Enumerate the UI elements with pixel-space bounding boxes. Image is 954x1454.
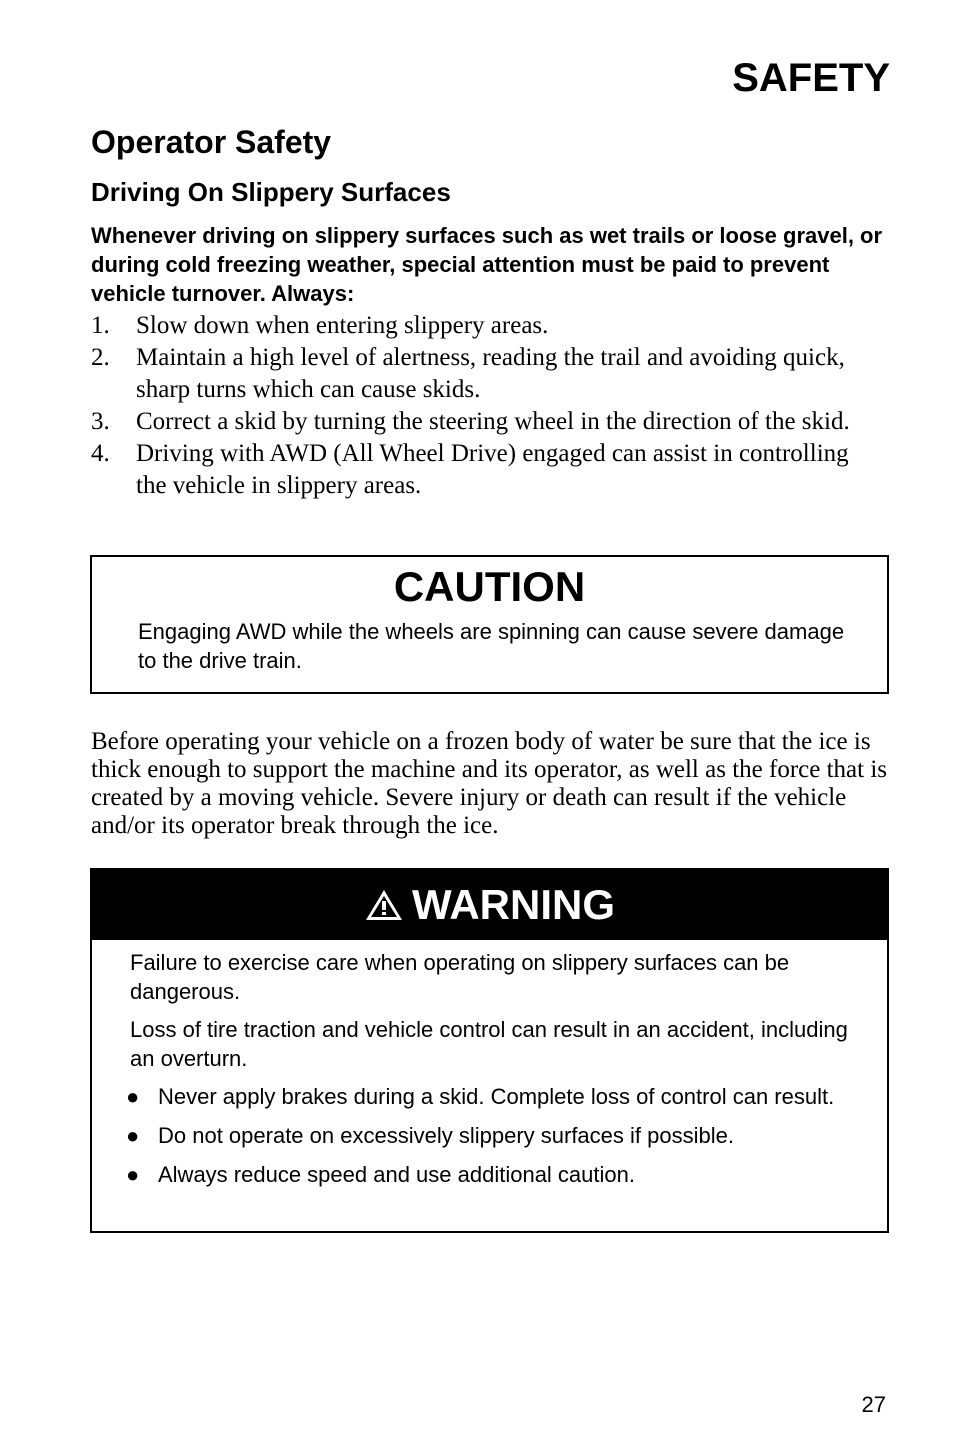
step-text: Correct a skid by turning the steering wheel in the direction of the skid. [136, 408, 850, 435]
bullet-text: Never apply brakes during a skid. Complete loss of control can result. [158, 1084, 835, 1109]
caution-title: CAUTION [393, 563, 586, 610]
ice-paragraph: Before operating your vehicle on a frozen body of water be sure that the ice is thick enough to support the machine and its operator, as well as the force that is created by a moving vehicle. Severe injury or death can result if the vehicle and/or its operator break through the ice. [91, 728, 887, 839]
step-text: Slow down when entering slippery areas. [136, 312, 549, 339]
step-number: 1. [91, 312, 110, 339]
bullet-text: Do not operate on excessively slippery surfaces if possible. [158, 1123, 734, 1148]
chapter-header: SAFETY [732, 56, 890, 100]
step-number: 4. [91, 440, 110, 467]
list-item [91, 406, 881, 438]
warning-header [92, 870, 887, 940]
steps-list [91, 310, 881, 502]
warning-title: WARNING [412, 881, 615, 928]
caution-box [90, 555, 889, 694]
warning-triangle-icon [364, 888, 404, 922]
page-number: 27 [861, 1392, 886, 1417]
step-text: Driving with AWD (All Wheel Drive) engaged can assist in controlling the vehicle in slippery areas. [136, 440, 849, 499]
warning-box [90, 868, 889, 1233]
bullet-text: Always reduce speed and use additional caution. [158, 1162, 635, 1187]
list-item [91, 310, 881, 342]
bullet-item: ● Do not operate on excessively slippery surfaces if possible. [126, 1123, 734, 1148]
bullet-item: ● Always reduce speed and use additional caution. [126, 1162, 635, 1187]
subsection-title: Driving On Slippery Surfaces [91, 177, 451, 207]
step-number: 2. [91, 344, 110, 371]
list-item [91, 438, 881, 502]
warning-text: Failure to exercise care when operating on slippery surfaces can be dangerous. [130, 950, 790, 1004]
section-title: Operator Safety [91, 124, 332, 160]
intro-text: Whenever driving on slippery surfaces such as wet trails or loose gravel, or during cold freezing weather, special attention must be paid to prevent vehicle turnover. Always: [91, 223, 883, 306]
warning-text: Loss of tire traction and vehicle control can result in an accident, including an overturn. [130, 1017, 848, 1071]
bullet-item: ● Never apply brakes during a skid. Complete loss of control can result. [126, 1084, 835, 1109]
caution-text: Engaging AWD while the wheels are spinning can cause severe damage to the drive train. [138, 619, 845, 673]
step-text: Maintain a high level of alertness, reading the trail and avoiding quick, sharp turns which can cause skids. [136, 344, 845, 403]
list-item [91, 342, 881, 406]
step-number: 3. [91, 408, 110, 435]
